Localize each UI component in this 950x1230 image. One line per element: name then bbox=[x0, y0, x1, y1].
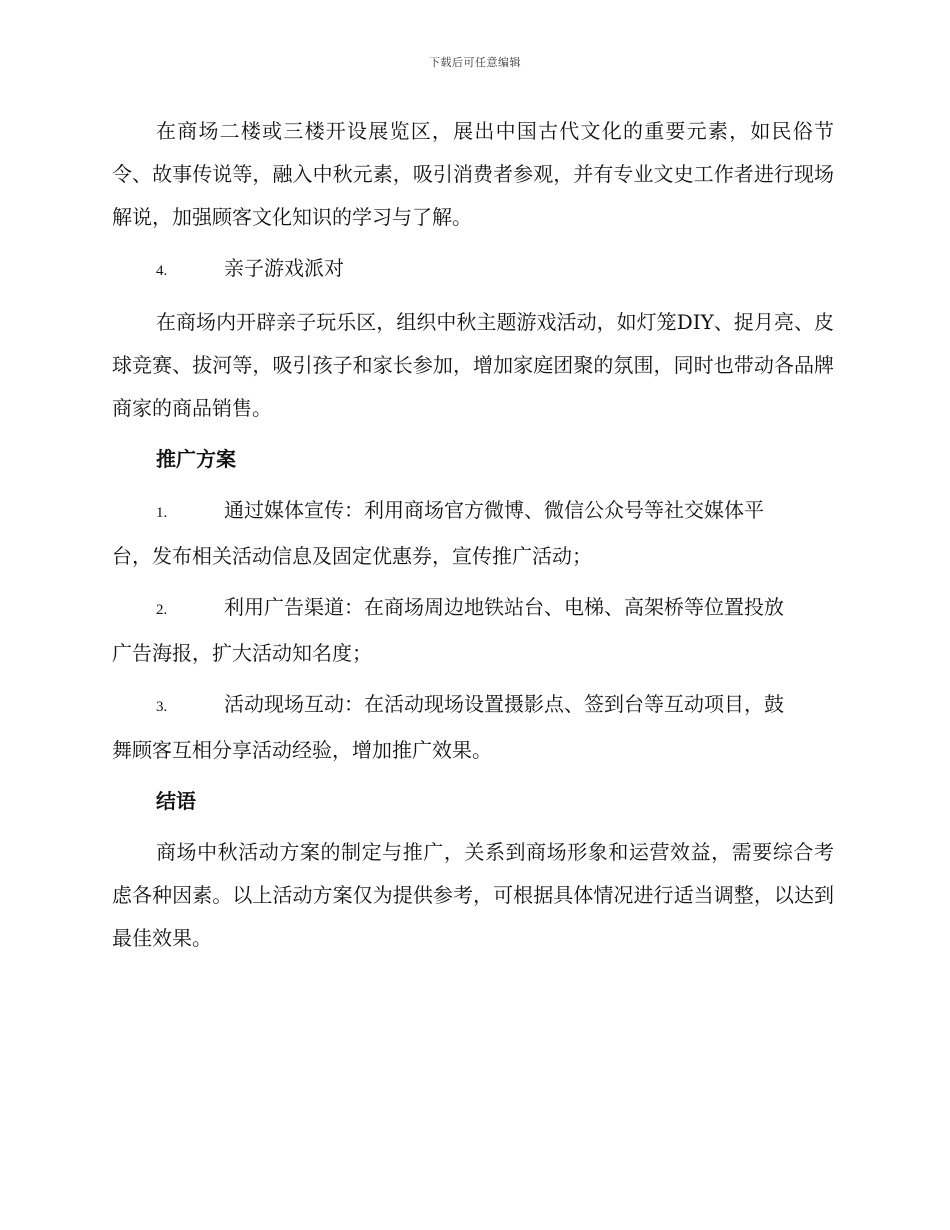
paragraph-exhibition: 在商场二楼或三楼开设展览区，展出中国古代文化的重要元素，如民俗节令、故事传说等，融入中秋元素，吸引消费者参观，并有专业文史工作者进行现场解说，加强顾客文化知识的学习与了解。 bbox=[112, 119, 834, 229]
promo-item-1 bbox=[112, 489, 834, 535]
list-item-title: 亲子游戏派对 bbox=[224, 256, 344, 280]
section-heading-conclusion: 结语 bbox=[156, 789, 196, 813]
paragraph-conclusion: 商场中秋活动方案的制定与推广，关系到商场形象和运营效益，需要综合考虑各种因素。以上活动方案仅为提供参考，可根据具体情况进行适当调整，以达到最佳效果。 bbox=[112, 840, 834, 950]
promo-item-2-cont: 广告海报，扩大活动知名度； bbox=[112, 641, 372, 665]
document-body bbox=[112, 110, 834, 960]
list-item-4 bbox=[112, 247, 834, 293]
page-header: 下载后可任意编辑 bbox=[429, 56, 521, 69]
paragraph-family-games: 在商场内开辟亲子玩乐区，组织中秋主题游戏活动，如灯笼DIY、捉月亮、皮球竞赛、拔河等，吸引孩子和家长参加，增加家庭团聚的氛围，同时也带动各品牌商家的商品销售。 bbox=[112, 310, 834, 420]
promo-item-text: 通过媒体宣传：利用商场官方微博、微信公众号等社交媒体平 bbox=[224, 498, 764, 522]
list-number: 4. bbox=[156, 263, 168, 279]
promo-item-text: 活动现场互动：在活动现场设置摄影点、签到台等互动项目，鼓 bbox=[224, 692, 784, 716]
list-number: 2. bbox=[156, 602, 168, 618]
section-heading-promotion: 推广方案 bbox=[156, 447, 236, 471]
promo-item-3 bbox=[112, 683, 834, 729]
list-number: 1. bbox=[156, 505, 168, 521]
promo-item-1-cont: 台，发布相关活动信息及固定优惠券，宣传推广活动； bbox=[112, 544, 592, 568]
promo-item-2 bbox=[112, 586, 834, 632]
promo-item-3-cont: 舞顾客互相分享活动经验，增加推广效果。 bbox=[112, 738, 492, 762]
promo-item-text: 利用广告渠道：在商场周边地铁站台、电梯、高架桥等位置投放 bbox=[224, 595, 784, 619]
list-number: 3. bbox=[156, 699, 168, 715]
